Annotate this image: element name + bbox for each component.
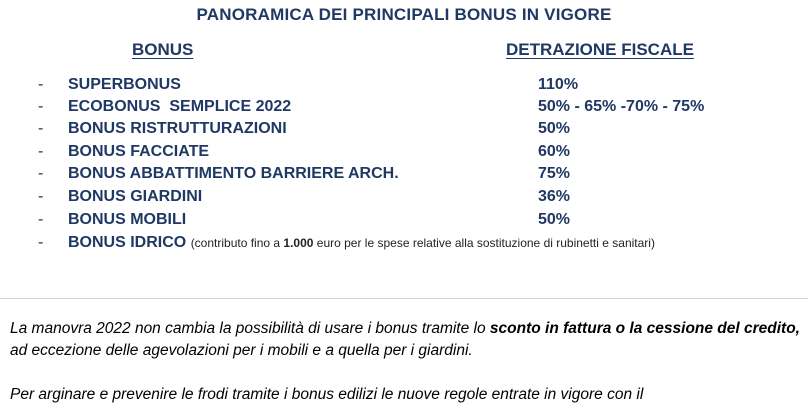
list-dash: - <box>38 234 44 251</box>
bonus-note-text: (contributo fino a <box>190 236 284 250</box>
bonus-name: BONUS MOBILI <box>68 211 187 228</box>
bonus-note-text: euro per le spese relative alla sostituzione di rubinetti e sanitari) <box>313 236 655 250</box>
bonus-value: 75% <box>538 165 571 182</box>
bonus-name: BONUS IDRICO <box>68 234 187 251</box>
bonus-name: BONUS RISTRUTTURAZIONI <box>68 120 287 137</box>
paragraph-text: La manovra 2022 non cambia la possibilità di usare i bonus tramite lo <box>10 320 490 337</box>
paragraph-emphasis: sconto in fattura o la cessione del credito, <box>489 320 800 337</box>
list-item <box>0 98 808 120</box>
bonus-value: 50% <box>538 211 571 228</box>
bonus-name: BONUS GIARDINI <box>68 188 203 205</box>
list-item <box>0 143 808 165</box>
list-dash: - <box>38 188 44 205</box>
list-dash: - <box>38 211 44 228</box>
detrazione-column-header: DETRAZIONE FISCALE <box>506 40 694 59</box>
list-dash: - <box>38 76 44 93</box>
bonus-value: 36% <box>538 188 571 205</box>
list-item <box>0 234 808 256</box>
list-dash: - <box>38 120 44 137</box>
bonus-name: ECOBONUS SEMPLICE 2022 <box>68 98 292 115</box>
list-item <box>0 165 808 187</box>
bonus-note <box>191 236 655 250</box>
page-title: PANORAMICA DEI PRINCIPALI BONUS IN VIGORE <box>196 5 612 24</box>
list-dash: - <box>38 143 44 160</box>
list-item <box>0 76 808 98</box>
list-item <box>0 211 808 233</box>
section-divider <box>0 298 808 299</box>
list-dash: - <box>38 98 44 115</box>
bonus-value: 50% - 65% -70% - 75% <box>538 98 705 115</box>
paragraph-frodi: Per arginare e prevenire le frodi tramite i bonus edilizi le nuove regole entrate in vigore con il <box>10 386 644 403</box>
list-dash: - <box>38 165 44 182</box>
bonus-name: BONUS ABBATTIMENTO BARRIERE ARCH. <box>68 165 399 182</box>
list-item <box>0 120 808 142</box>
bonus-value: 60% <box>538 143 571 160</box>
bonus-note-amount: 1.000 <box>283 236 314 250</box>
bonus-idrico <box>68 234 655 252</box>
bonus-value: 50% <box>538 120 571 137</box>
bonus-name: SUPERBONUS <box>68 76 181 93</box>
bonus-column-header: BONUS <box>132 40 194 59</box>
paragraph-manovra <box>10 318 800 362</box>
bonus-value: 110% <box>538 76 579 93</box>
paragraph-text: ad eccezione delle agevolazioni per i mobili e a quella per i giardini. <box>10 342 473 359</box>
bonus-name: BONUS FACCIATE <box>68 143 210 160</box>
list-item <box>0 188 808 210</box>
